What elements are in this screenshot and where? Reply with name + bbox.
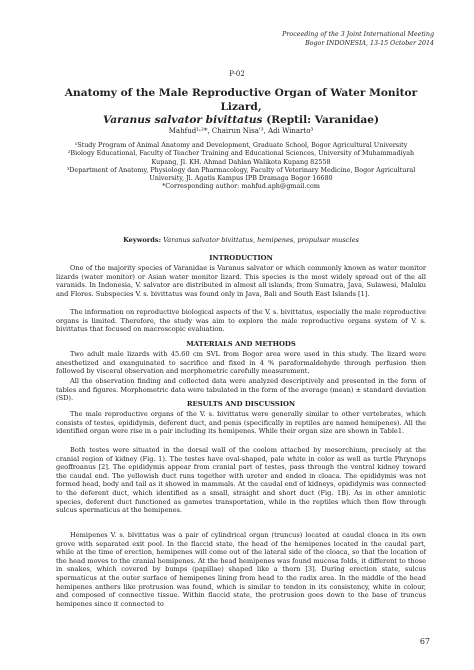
paper-code: P-02 (229, 70, 245, 78)
section-heading-results: RESULTS AND DISCUSSION (186, 400, 296, 408)
affiliation-line: University, Jl. Agatis Kampus IPB Dramaga Bogor 16680 (149, 174, 333, 183)
affiliation-line: Kupang, Jl. KH. Ahmad Dahlan Walikota Kupang 82558 (151, 157, 331, 166)
affiliation-line: ¹Study Program of Animal Anatomy and Development, Graduate School, Bogor Agricultural University (74, 141, 408, 149)
author-list: Mahfud¹˒²*, Chairun Nisa'³, Adi Winarto³ (168, 127, 314, 135)
paragraph-results-3: Hemipenes V. s. bivittatus was a pair of cylindrical organ (truncus) located at caudal cloaca in its own grove with separated exit pool. In the flaccid state, the head of the hemipenes located in the caudal part, while at the time of erection, hemipenes will come out of the lateral side of the cloaca, so that the location of the head moves to the cranial hemipenes. At the head hemipenes was found mucosa folds, it different to those in snakes, which covered by bumps (papillae) shaped like a thorn [3]. During erection state, sulcus spermaticus at the outer surface of hemipenes lining from head to the radix area. In the middle of the head hemipenes anthers like protrusion was found, which is similar to tendon in its consistency, white in colour, and composed of connective tissue. Within flaccid state, the protrusion goes down to the base of truncus hemipenes since it connected to (56, 531, 426, 608)
keywords-value: Varanus salvator bivittatus, hemipenes, propulsar muscles (161, 236, 359, 244)
affiliation-line: ²Biology Educational, Faculty of Teacher Training and Educational Sciences, University of Muhammadiyah (67, 149, 415, 158)
section-heading-introduction: INTRODUCTION (209, 254, 273, 262)
header-line-2: Bogor INDONESIA, 13-15 October 2014 (305, 40, 434, 47)
paragraph-intro-1: One of the majority species of Varanidae is Varanus salvator or which commonly known as water monitor lizards (water monitor) or Asian water monitor lizard. This species is the most widely spread out of the all varanids. In Indonesia, V. salvator are distributed in almost all islands, from Sumatra, Java, Sulawesi, Maluku and Flores. Subspecies V. s. bivittatus was found only in Java, Bali and South East Islands [1]. (56, 264, 426, 298)
paragraph-intro-2: The information on reproductive biological aspects of the V. s. bivittatus, especially the male reproductive organs is limited. Therefore, the study was aim to explore the male reproductive organs system of V. s. bivittatus that focused on macroscopic evaluation. (56, 308, 426, 334)
title-taxon: (Reptil: Varanidae) (262, 114, 380, 126)
affiliation-line: ³Department of Anatomy, Physiology dan Pharmacology, Faculty of Veterinary Medicine, Bogor Agricultural (66, 165, 416, 174)
paper-title (56, 87, 426, 128)
title-species: Varanus salvator bivittatus (102, 114, 263, 126)
paragraph-results-1: The male reproductive organs of the V. s. bivittatus were generally similar to other vertebrates, which consists of testes, epididymis, deferent duct, and penis (specifically in reptiles are named hemipenes). All the identified organ were rise in a pair including its hemipenes. While their organ size are shown in Table1. (56, 410, 426, 436)
paragraph-methods-2: All the observation finding and collected data were analyzed descriptively and presented in the form of tables and figures. Morphometric data were tabulated in the form of the average (mean) ± standard deviation (SD). (56, 377, 426, 403)
keywords (56, 236, 426, 244)
keywords-label: Keywords: (123, 236, 162, 244)
paragraph-results-2: Both testes were situated in the dorsal wall of the coelom attached by mesorchium, precisely at the cranial region of kidney (Fig. 1). The testes have oval-shaped, pale white in color as well as turtle Phrynops geoffroanus [2]. The epididymis appear from cranial part of testes, pass through the ventral kidney toward the caudal end. The yellowish duct runs together with ureter and ended in cloaca. The epididymis was not formed head, body and tail as it showed in mammals. At the caudal end of kidneys, epididymis was connected to the deferent duct, which identified as a small, straight and short duct (Fig. 1B). As in other amniotic species, deferent duct functioned as gametes transportation, while in the reptiles which then flow through sulcus spermaticus at the hemipenes. (56, 446, 426, 515)
title-line-2 (56, 114, 426, 128)
paragraph-methods-1: Two adult male lizards with 45.60 cm SVL from Bogor area were used in this study. The lizard were anesthetized and exanguinated to sacrifice and fixed in 4 % paraformaldehyde through perfusion then followed by visceral observation and morphometric carefully measurement. (56, 350, 426, 376)
title-line-1: Anatomy of the Male Reproductive Organ of Water Monitor Lizard, (64, 87, 418, 113)
header-line-1: Proceeding of the 3 Joint International Meeting (282, 31, 434, 38)
running-header (282, 30, 434, 48)
section-heading-methods: MATERIALS AND METHODS (186, 340, 296, 348)
page-number: 67 (419, 637, 430, 646)
corresponding-author: *Corresponding author: mahfud.aph@gmail.com (162, 182, 320, 191)
affiliations (56, 141, 426, 191)
